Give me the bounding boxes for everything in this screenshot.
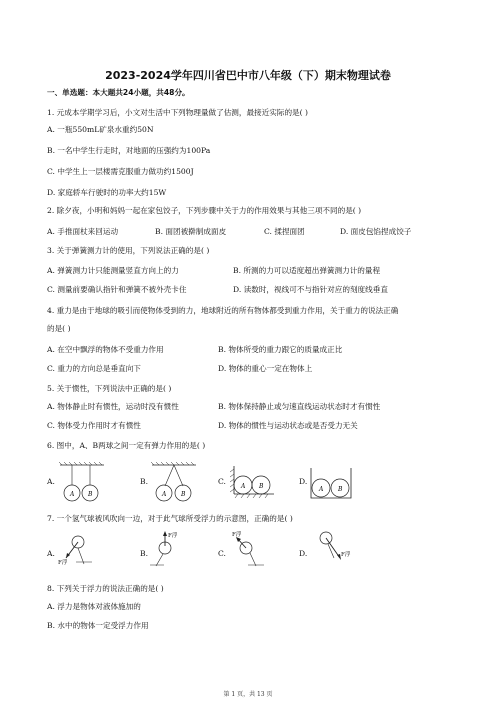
- q4-option-a: A. 在空中飘浮的物体不受重力作用: [47, 345, 164, 354]
- q6-stem: 6. 图中，A、B两球之间一定有弹力作用的是( ): [47, 441, 206, 450]
- q2-option-c: C. 揉捏面团: [264, 227, 305, 236]
- q2-option-a: A. 手推面杖来回运动: [47, 227, 119, 236]
- q6a-ball-a-label: A: [70, 491, 75, 498]
- q5-option-c: C. 物体受力作用时才有惯性: [47, 421, 141, 430]
- q4-option-d: D. 物体的重心一定在物体上: [218, 364, 313, 373]
- q7b-force-label: F浮: [168, 533, 178, 539]
- q6-figure-d: [308, 466, 354, 502]
- q6b-ball-b-label: B: [181, 491, 186, 498]
- q4-option-c: C. 重力的方向总是垂直向下: [47, 364, 141, 373]
- q7-option-d-label: D.: [299, 549, 308, 558]
- q8-stem: 8. 下列关于浮力的说法正确的是( ): [47, 584, 164, 593]
- q7-option-c-label: C.: [218, 549, 226, 558]
- q1-option-a: A. 一瓶550mL矿泉水重约50N: [47, 125, 154, 134]
- q1-option-c: C. 中学生上一层楼需克服重力做功约1500J: [47, 167, 194, 176]
- q7a-force-label: F浮: [58, 560, 68, 566]
- q3-stem: 3. 关于弹簧测力计的使用，下列说法正确的是( ): [47, 246, 210, 255]
- q7-figure-c: [228, 528, 268, 568]
- q5-option-d: D. 物体的惯性与运动状态或是否受力无关: [218, 421, 358, 430]
- q6-option-c-label: C.: [218, 477, 226, 486]
- q6d-ball-b-label: B: [338, 486, 343, 493]
- q7-option-a-label: A.: [47, 549, 55, 558]
- q7-figure-d: [308, 528, 352, 568]
- q6b-ball-a-label: A: [162, 491, 167, 498]
- q4-stem-line2: 的是( ): [47, 324, 71, 333]
- q1-option-d: D. 家庭轿车行驶时的功率大约15W: [47, 188, 167, 197]
- q2-option-b: B. 面团被擀制成面皮: [155, 227, 227, 236]
- q6c-ball-b-label: B: [259, 483, 264, 490]
- q3-option-c: C. 测量前要确认指针和弹簧不被外壳卡住: [47, 285, 187, 294]
- q8-option-b: B. 水中的物体一定受浮力作用: [47, 621, 149, 630]
- q3-option-a: A. 弹簧测力计只能测量竖直方向上的力: [47, 266, 179, 275]
- q3-option-d: D. 读数时，视线可不与指针对应的刻度线垂直: [233, 285, 388, 294]
- q5-stem: 5. 关于惯性，下列说法中正确的是( ): [47, 384, 172, 393]
- q4-option-b: B. 物体所受的重力跟它的质量成正比: [218, 345, 343, 354]
- q6-figure-c: [228, 464, 276, 504]
- q6d-ball-a-label: A: [319, 486, 324, 493]
- q5-option-b: B. 物体保持静止或匀速直线运动状态时才有惯性: [218, 402, 381, 411]
- q2-stem: 2. 除夕夜，小明和妈妈一起在家包饺子，下列步骤中关于力的作用效果与其他三项不同的是( ): [47, 206, 362, 215]
- q7c-force-label: F浮: [232, 532, 242, 538]
- q1-stem: 1. 元成本学期学习后，小文对生活中下列物理量做了估测，最接近实际的是( ): [47, 108, 308, 117]
- q6-figure-a: [58, 462, 106, 504]
- page-footer: 第 1 页，共 13 页: [223, 691, 273, 698]
- exam-title: 2023-2024学年四川省巴中市八年级（下）期末物理试卷: [105, 69, 391, 82]
- q4-stem-line1: 4. 重力是由于地球的吸引而使物体受到的力，地球附近的所有物体都受到重力作用，关于重力的说法正确: [47, 306, 399, 315]
- q6c-ball-a-label: A: [241, 483, 246, 490]
- q7-figure-b: [150, 528, 190, 568]
- q5-option-a: A. 物体静止时有惯性，运动时没有惯性: [47, 402, 179, 411]
- q7d-force-label: F浮: [341, 552, 351, 558]
- q6-figure-b: [150, 462, 198, 504]
- q6-option-d-label: D.: [299, 477, 308, 486]
- q6-option-a-label: A.: [47, 477, 55, 486]
- q3-option-b: B. 所测的力可以适度超出弹簧测力计的量程: [233, 266, 381, 275]
- q2-option-d: D. 面皮包馅捏成饺子: [340, 227, 412, 236]
- q6-option-b-label: B.: [140, 477, 148, 486]
- q8-option-a: A. 浮力是物体对液体施加的: [47, 602, 141, 611]
- q7-stem: 7. 一个氢气球被风吹向一边，对于此气球所受浮力的示意图，正确的是( ): [47, 514, 293, 523]
- q7-option-b-label: B.: [140, 549, 148, 558]
- q6a-ball-b-label: B: [88, 491, 93, 498]
- q7-figure-a: [56, 532, 96, 568]
- q1-option-b: B. 一名中学生行走时，对地面的压强约为100Pa: [47, 146, 211, 155]
- section-heading: 一、单选题：本大题共24小题，共48分。: [47, 88, 190, 97]
